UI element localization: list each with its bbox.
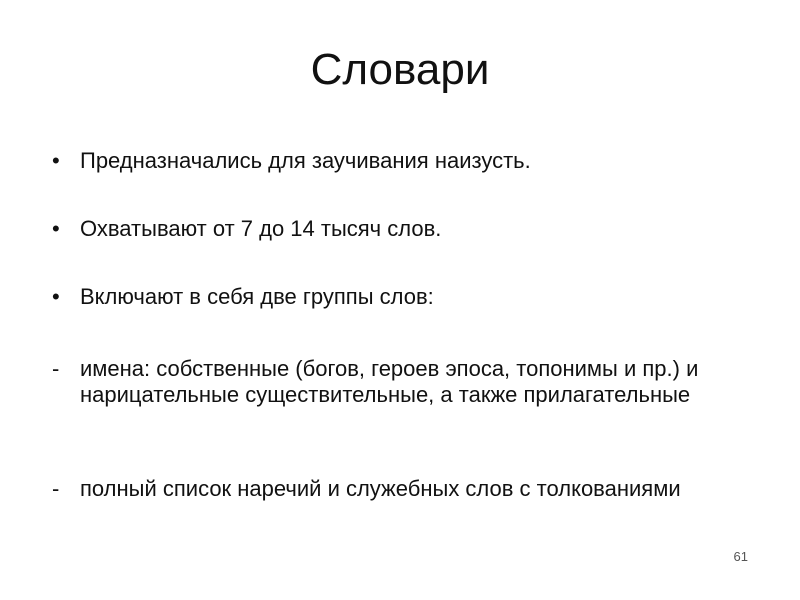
dash-text: полный список наречий и служебных слов с толкованиями [80,476,681,501]
bullet-text: Охватывают от 7 до 14 тысяч слов. [80,216,442,241]
bullet-item [52,148,762,174]
bullet-item [52,216,762,242]
bullet-marker: • [52,284,60,309]
slide-title: Словари [310,45,490,94]
dash-marker: - [52,476,60,501]
dash-marker: - [52,356,60,381]
bullet-text: Предназначались для заучивания наизусть. [80,148,531,173]
dash-item [52,356,762,408]
page-number: 61 [733,549,748,564]
bullet-marker: • [52,148,60,173]
dash-text: имена: собственные (богов, героев эпоса, топонимы и пр.) и нарицательные существительные, а также прилагательные [80,356,699,407]
dash-item [52,476,762,502]
bullet-marker: • [52,216,60,241]
bullet-item [52,284,762,310]
bullet-text: Включают в себя две группы слов: [80,284,434,309]
